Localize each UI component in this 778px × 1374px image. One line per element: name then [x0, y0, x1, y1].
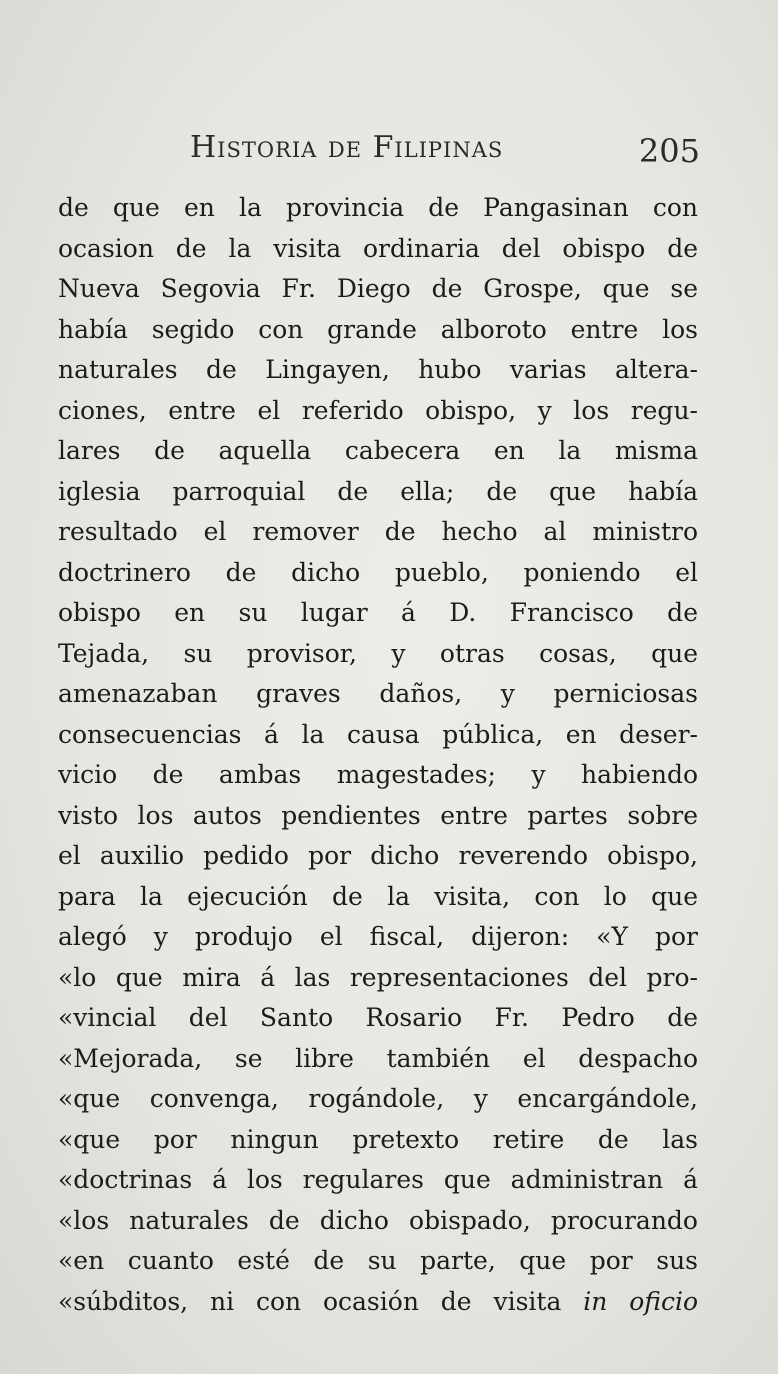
text-line: «que convenga, rogándole, y encargándole,: [58, 1084, 698, 1113]
text-line: lares de aquella cabecera en la misma: [58, 436, 698, 465]
text-line: ciones, entre el referido obispo, y los regu-: [58, 395, 698, 425]
last-line-text: «súbditos, ni con ocasión de visita: [58, 1286, 562, 1316]
text-line: «doctrinas á los regulares que administran á: [58, 1165, 698, 1194]
text-line: el auxilio pedido por dicho reverendo obispo,: [58, 841, 698, 870]
text-line: resultado el remover de hecho al ministro: [58, 517, 698, 546]
last-line-italic: in oficio: [583, 1286, 698, 1316]
text-line: vicio de ambas magestades; y habiendo: [58, 760, 698, 789]
text-line: doctrinero de dicho pueblo, poniendo el: [58, 557, 698, 587]
text-line: amenazaban graves daños, y perniciosas: [58, 679, 698, 708]
text-line: iglesia parroquial de ella; de que había: [58, 476, 698, 506]
text-line: «que por ningun pretexto retire de las: [58, 1124, 698, 1154]
text-line: había segido con grande alboroto entre los: [58, 314, 698, 344]
running-title: Historia de Filipinas: [190, 130, 504, 165]
text-line: alegó y produjo el fiscal, dijeron: «Y por: [58, 922, 698, 951]
text-line: de que en la provincia de Pangasinan con: [58, 193, 698, 222]
page-number: 205: [638, 132, 700, 170]
text-line: para la ejecución de la visita, con lo que: [58, 881, 698, 911]
text-line: naturales de Lingayen, hubo varias altera-: [58, 355, 698, 384]
text-line: «Mejorada, se libre también el despacho: [58, 1043, 698, 1073]
text-line: «lo que mira á las representaciones del pro-: [58, 962, 698, 992]
text-line: obispo en su lugar á D. Francisco de: [58, 598, 698, 627]
text-line: «en cuanto esté de su parte, que por sus: [58, 1246, 698, 1275]
text-line: visto los autos pendientes entre partes sobre: [58, 800, 698, 830]
text-line: Tejada, su provisor, y otras cosas, que: [58, 638, 698, 668]
running-head: [60, 124, 700, 172]
text-line: «los naturales de dicho obispado, procurando: [58, 1205, 698, 1235]
text-line: ocasion de la visita ordinaria del obispo de: [58, 233, 698, 263]
text-line: consecuencias á la causa pública, en deser-: [58, 719, 698, 749]
text-line: Nueva Segovia Fr. Diego de Grospe, que se: [58, 274, 698, 303]
text-line-last: [58, 1282, 698, 1323]
body-text: [58, 188, 698, 1322]
text-line: «vincial del Santo Rosario Fr. Pedro de: [58, 1003, 698, 1032]
